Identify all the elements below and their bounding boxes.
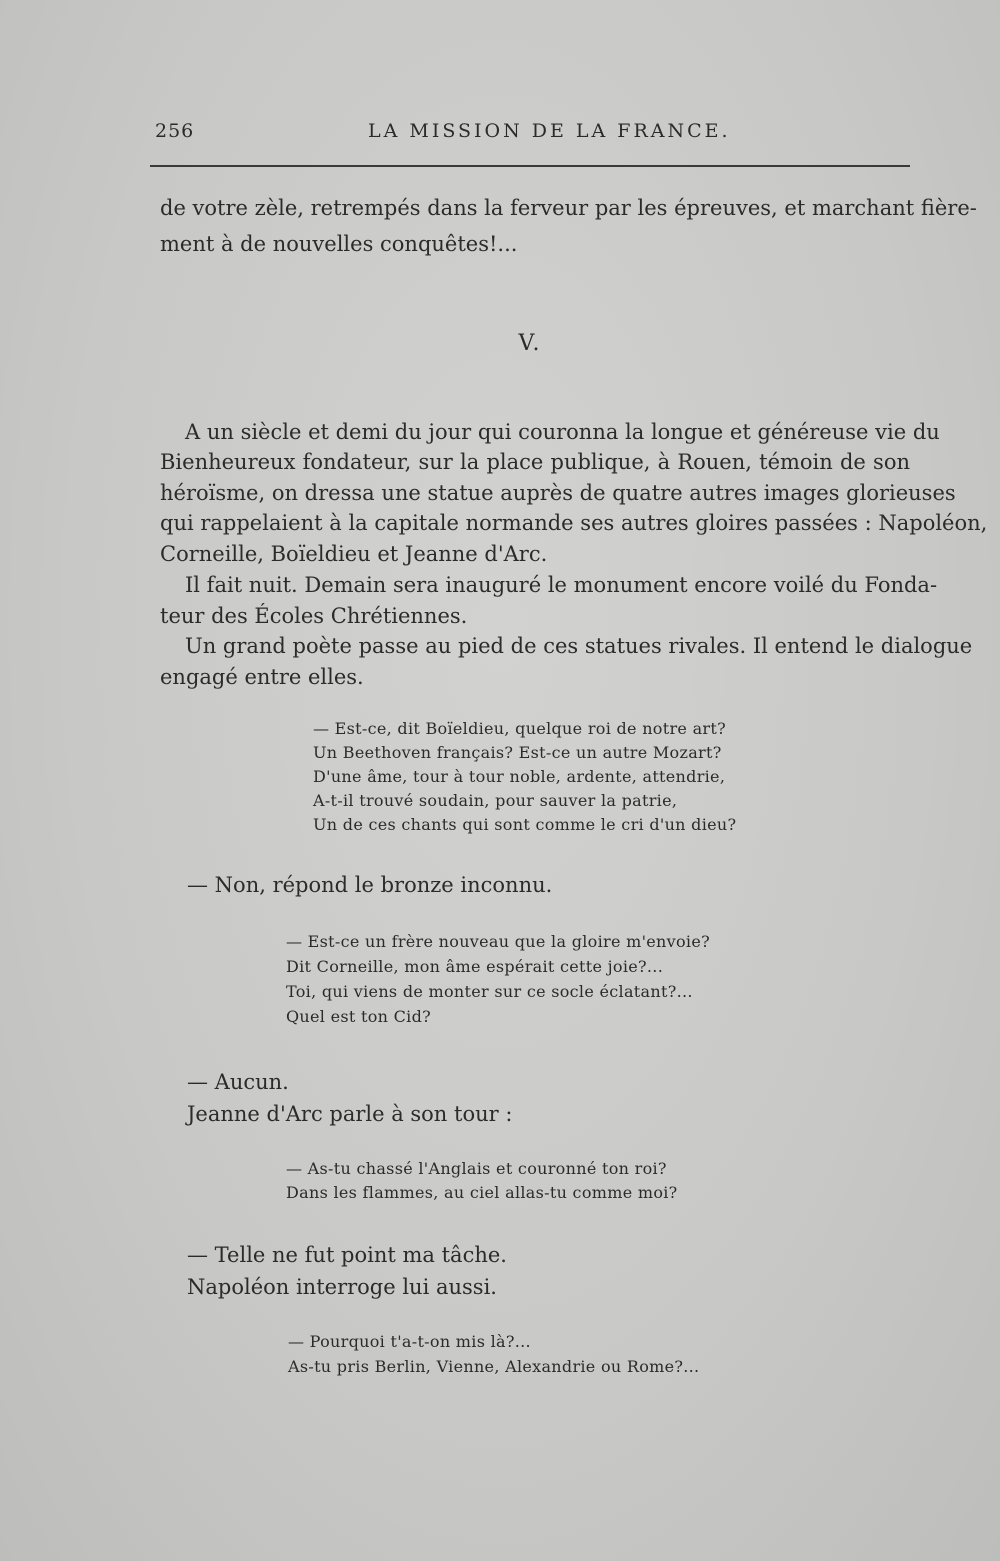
reply-3: — Telle ne fut point ma tâche. <box>187 1243 507 1267</box>
verse4-line-2: As-tu pris Berlin, Vienne, Alexandrie ou Rome?... <box>288 1357 700 1376</box>
verse1-line-4: A-t-il trouvé soudain, pour sauver la patrie, <box>313 791 678 810</box>
verse2-line-4: Quel est ton Cid? <box>286 1007 432 1026</box>
intro-line-2: ment à de nouvelles conquêtes!... <box>160 232 518 256</box>
paragraph3-line-1: Un grand poète passe au pied de ces statues rivales. Il entend le dialogue <box>185 634 973 658</box>
verse2-line-3: Toi, qui viens de monter sur ce socle éclatant?... <box>286 982 693 1001</box>
section-heading: V. <box>518 331 542 356</box>
header-rule <box>150 165 910 167</box>
paragraph2-line-2: teur des Écoles Chrétiennes. <box>160 604 468 628</box>
reply-1: — Non, répond le bronze inconnu. <box>187 873 553 897</box>
running-head <box>155 120 910 150</box>
running-title: LA MISSION DE LA FRANCE. <box>368 120 731 142</box>
verse1-line-2: Un Beethoven français? Est-ce un autre Mozart? <box>313 743 722 762</box>
verse1-line-1: — Est-ce, dit Boïeldieu, quelque roi de notre art? <box>313 719 726 738</box>
verse3-line-2: Dans les flammes, au ciel allas-tu comme moi? <box>286 1183 678 1202</box>
paragraph2-line-1: Il fait nuit. Demain sera inauguré le monument encore voilé du Fonda- <box>185 573 938 597</box>
reply-2: — Aucun. <box>187 1070 289 1094</box>
verse2-line-1: — Est-ce un frère nouveau que la gloire m'envoie? <box>286 932 710 951</box>
verse1-line-5: Un de ces chants qui sont comme le cri d'un dieu? <box>313 815 737 834</box>
verse4-line-1: — Pourquoi t'a-t-on mis là?... <box>288 1332 531 1351</box>
paragraph1-line-2: Bienheureux fondateur, sur la place publique, à Rouen, témoin de son <box>160 450 910 474</box>
paragraph1-line-3: héroïsme, on dressa une statue auprès de quatre autres images glorieuses <box>160 481 956 505</box>
page-number: 256 <box>155 120 195 142</box>
jeanne-intro: Jeanne d'Arc parle à son tour : <box>187 1102 513 1126</box>
verse3-line-1: — As-tu chassé l'Anglais et couronné ton roi? <box>286 1159 667 1178</box>
paragraph1-line-5: Corneille, Boïeldieu et Jeanne d'Arc. <box>160 542 548 566</box>
paragraph3-line-2: engagé entre elles. <box>160 665 364 689</box>
verse2-line-2: Dit Corneille, mon âme espérait cette joie?... <box>286 957 664 976</box>
paragraph1-line-4: qui rappelaient à la capitale normande ses autres gloires passées : Napoléon, <box>160 511 988 535</box>
paragraph1-line-1: A un siècle et demi du jour qui couronna la longue et généreuse vie du <box>185 420 940 444</box>
verse1-line-3: D'une âme, tour à tour noble, ardente, attendrie, <box>313 767 726 786</box>
napoleon-intro: Napoléon interroge lui aussi. <box>187 1275 497 1299</box>
intro-line-1: de votre zèle, retrempés dans la ferveur par les épreuves, et marchant fière- <box>160 196 977 220</box>
